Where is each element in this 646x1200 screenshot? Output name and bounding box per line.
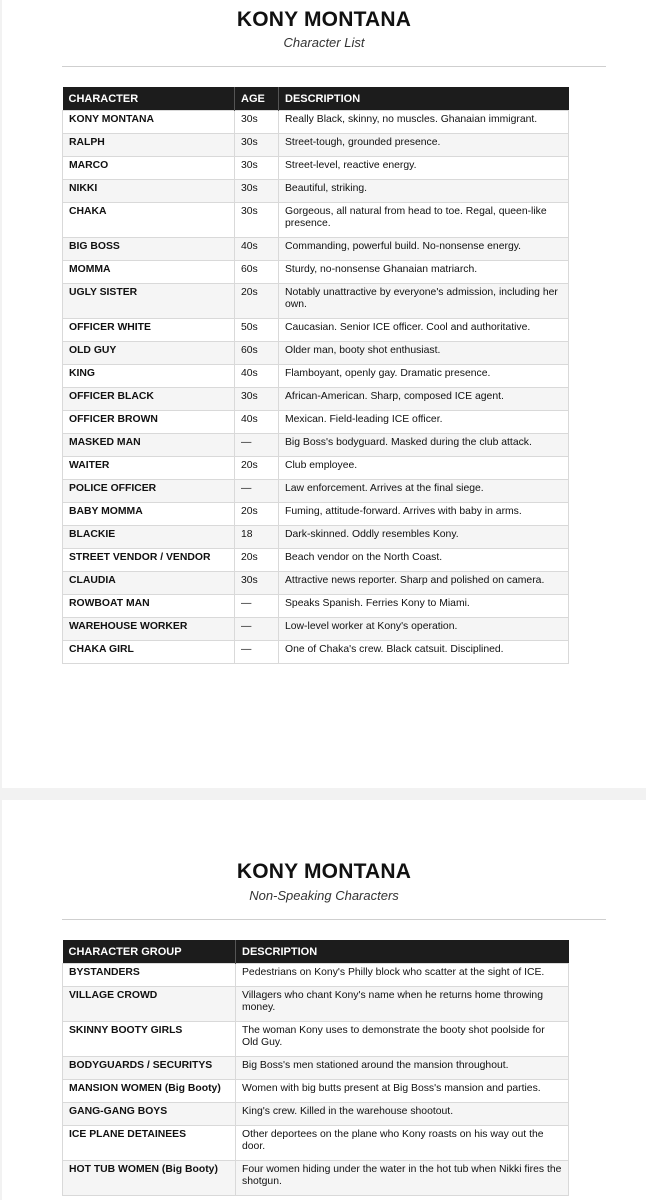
cell-character: OFFICER WHITE	[63, 319, 235, 342]
table-row	[63, 526, 569, 549]
cell-description: Notably unattractive by everyone's admission, including her own.	[279, 284, 569, 319]
table-row	[63, 365, 569, 388]
cell-character: NIKKI	[63, 180, 235, 203]
cell-age: 20s	[235, 284, 279, 319]
cell-description: Flamboyant, openly gay. Dramatic presence.	[279, 365, 569, 388]
cell-description: Sturdy, no-nonsense Ghanaian matriarch.	[279, 261, 569, 284]
table-header-row	[63, 940, 569, 964]
document-page-2	[2, 800, 646, 1200]
cell-description: Gorgeous, all natural from head to toe. Regal, queen-like presence.	[279, 203, 569, 238]
cell-age: 50s	[235, 319, 279, 342]
cell-group: MANSION WOMEN (Big Booty)	[63, 1080, 236, 1103]
cell-age: 40s	[235, 411, 279, 434]
table-row	[63, 411, 569, 434]
cell-age: —	[235, 641, 279, 664]
cell-character: UGLY SISTER	[63, 284, 235, 319]
cell-description: Women with big butts present at Big Boss's mansion and parties.	[236, 1080, 569, 1103]
cell-age: 40s	[235, 365, 279, 388]
table-row	[63, 261, 569, 284]
cell-description: One of Chaka's crew. Black catsuit. Disciplined.	[279, 641, 569, 664]
cell-group: ICE PLANE DETAINEES	[63, 1126, 236, 1161]
table-row	[63, 238, 569, 261]
table-row	[63, 1080, 569, 1103]
cell-character: CLAUDIA	[63, 572, 235, 595]
cell-description: Beach vendor on the North Coast.	[279, 549, 569, 572]
cell-description: King's crew. Killed in the warehouse shootout.	[236, 1103, 569, 1126]
table-row	[63, 618, 569, 641]
cell-description: Street-tough, grounded presence.	[279, 134, 569, 157]
cell-description: Beautiful, striking.	[279, 180, 569, 203]
cell-description: Law enforcement. Arrives at the final siege.	[279, 480, 569, 503]
cell-character: BIG BOSS	[63, 238, 235, 261]
table-row	[63, 1057, 569, 1080]
cell-character: POLICE OFFICER	[63, 480, 235, 503]
header-age: AGE	[235, 87, 279, 111]
table-row	[63, 180, 569, 203]
page-subtitle: Non-Speaking Characters	[249, 888, 399, 903]
table-row	[63, 388, 569, 411]
cell-description: Older man, booty shot enthusiast.	[279, 342, 569, 365]
header-character-group: CHARACTER GROUP	[63, 940, 236, 964]
page-title: KONY MONTANA	[236, 860, 412, 883]
cell-description: Attractive news reporter. Sharp and polished on camera.	[279, 572, 569, 595]
cell-character: WAREHOUSE WORKER	[63, 618, 235, 641]
cell-age: 30s	[235, 111, 279, 134]
cell-character: OLD GUY	[63, 342, 235, 365]
non-speaking-table	[62, 940, 569, 1196]
table-row	[63, 964, 569, 987]
header-character: CHARACTER	[63, 87, 235, 111]
table-row	[63, 641, 569, 664]
cell-age: 30s	[235, 203, 279, 238]
header-description: DESCRIPTION	[279, 87, 569, 111]
table-row	[63, 203, 569, 238]
cell-description: Speaks Spanish. Ferries Kony to Miami.	[279, 595, 569, 618]
cell-description: African-American. Sharp, composed ICE agent.	[279, 388, 569, 411]
cell-group: GANG-GANG BOYS	[63, 1103, 236, 1126]
table-row	[63, 319, 569, 342]
cell-character: OFFICER BLACK	[63, 388, 235, 411]
cell-group: BODYGUARDS / SECURITYS	[63, 1057, 236, 1080]
page-subtitle: Character List	[283, 35, 365, 50]
cell-description: Four women hiding under the water in the hot tub when Nikki fires the shotgun.	[236, 1161, 569, 1196]
cell-description: Caucasian. Senior ICE officer. Cool and authoritative.	[279, 319, 569, 342]
cell-character: CHAKA GIRL	[63, 641, 235, 664]
cell-description: Street-level, reactive energy.	[279, 157, 569, 180]
table-row	[63, 1126, 569, 1161]
cell-character: BABY MOMMA	[63, 503, 235, 526]
cell-description: Other deportees on the plane who Kony roasts on his way out the door.	[236, 1126, 569, 1161]
cell-age: —	[235, 480, 279, 503]
cell-age: 30s	[235, 134, 279, 157]
cell-description: Fuming, attitude-forward. Arrives with baby in arms.	[279, 503, 569, 526]
cell-character: CHAKA	[63, 203, 235, 238]
table-row	[63, 572, 569, 595]
table-row	[63, 134, 569, 157]
page-title: KONY MONTANA	[236, 8, 412, 31]
cell-character: RALPH	[63, 134, 235, 157]
cell-age: 20s	[235, 503, 279, 526]
cell-age: 30s	[235, 157, 279, 180]
cell-character: OFFICER BROWN	[63, 411, 235, 434]
cell-description: The woman Kony uses to demonstrate the booty shot poolside for Old Guy.	[236, 1022, 569, 1057]
cell-age: —	[235, 618, 279, 641]
table-row	[63, 434, 569, 457]
cell-age: —	[235, 595, 279, 618]
table-row	[63, 987, 569, 1022]
cell-description: Really Black, skinny, no muscles. Ghanaian immigrant.	[279, 111, 569, 134]
table-row	[63, 457, 569, 480]
document-page-1	[2, 0, 646, 788]
cell-group: VILLAGE CROWD	[63, 987, 236, 1022]
cell-age: 60s	[235, 261, 279, 284]
header-description: DESCRIPTION	[236, 940, 569, 964]
cell-group: BYSTANDERS	[63, 964, 236, 987]
table-row	[63, 549, 569, 572]
cell-description: Club employee.	[279, 457, 569, 480]
cell-age: 30s	[235, 180, 279, 203]
cell-description: Big Boss's men stationed around the mansion throughout.	[236, 1057, 569, 1080]
cell-age: 30s	[235, 572, 279, 595]
cell-character: KONY MONTANA	[63, 111, 235, 134]
cell-character: BLACKIE	[63, 526, 235, 549]
table-row	[63, 1103, 569, 1126]
cell-age: 20s	[235, 549, 279, 572]
cell-group: HOT TUB WOMEN (Big Booty)	[63, 1161, 236, 1196]
character-table	[62, 87, 569, 664]
cell-age: 18	[235, 526, 279, 549]
table-row	[63, 111, 569, 134]
table-row	[63, 595, 569, 618]
cell-character: MASKED MAN	[63, 434, 235, 457]
table-row	[63, 1022, 569, 1057]
cell-character: STREET VENDOR / VENDOR	[63, 549, 235, 572]
table-row	[63, 480, 569, 503]
cell-character: WAITER	[63, 457, 235, 480]
table-row	[63, 342, 569, 365]
cell-description: Low-level worker at Kony's operation.	[279, 618, 569, 641]
cell-age: 20s	[235, 457, 279, 480]
divider	[62, 66, 606, 67]
table-row	[63, 1161, 569, 1196]
cell-character: KING	[63, 365, 235, 388]
cell-description: Villagers who chant Kony's name when he returns home throwing money.	[236, 987, 569, 1022]
cell-description: Dark-skinned. Oddly resembles Kony.	[279, 526, 569, 549]
cell-description: Commanding, powerful build. No-nonsense energy.	[279, 238, 569, 261]
cell-age: —	[235, 434, 279, 457]
cell-character: MARCO	[63, 157, 235, 180]
cell-group: SKINNY BOOTY GIRLS	[63, 1022, 236, 1057]
cell-age: 40s	[235, 238, 279, 261]
cell-description: Pedestrians on Kony's Philly block who scatter at the sight of ICE.	[236, 964, 569, 987]
table-row	[63, 284, 569, 319]
cell-character: MOMMA	[63, 261, 235, 284]
cell-character: ROWBOAT MAN	[63, 595, 235, 618]
table-row	[63, 157, 569, 180]
cell-description: Mexican. Field-leading ICE officer.	[279, 411, 569, 434]
divider	[62, 919, 606, 920]
table-header-row	[63, 87, 569, 111]
cell-age: 30s	[235, 388, 279, 411]
cell-age: 60s	[235, 342, 279, 365]
cell-description: Big Boss's bodyguard. Masked during the club attack.	[279, 434, 569, 457]
table-row	[63, 503, 569, 526]
